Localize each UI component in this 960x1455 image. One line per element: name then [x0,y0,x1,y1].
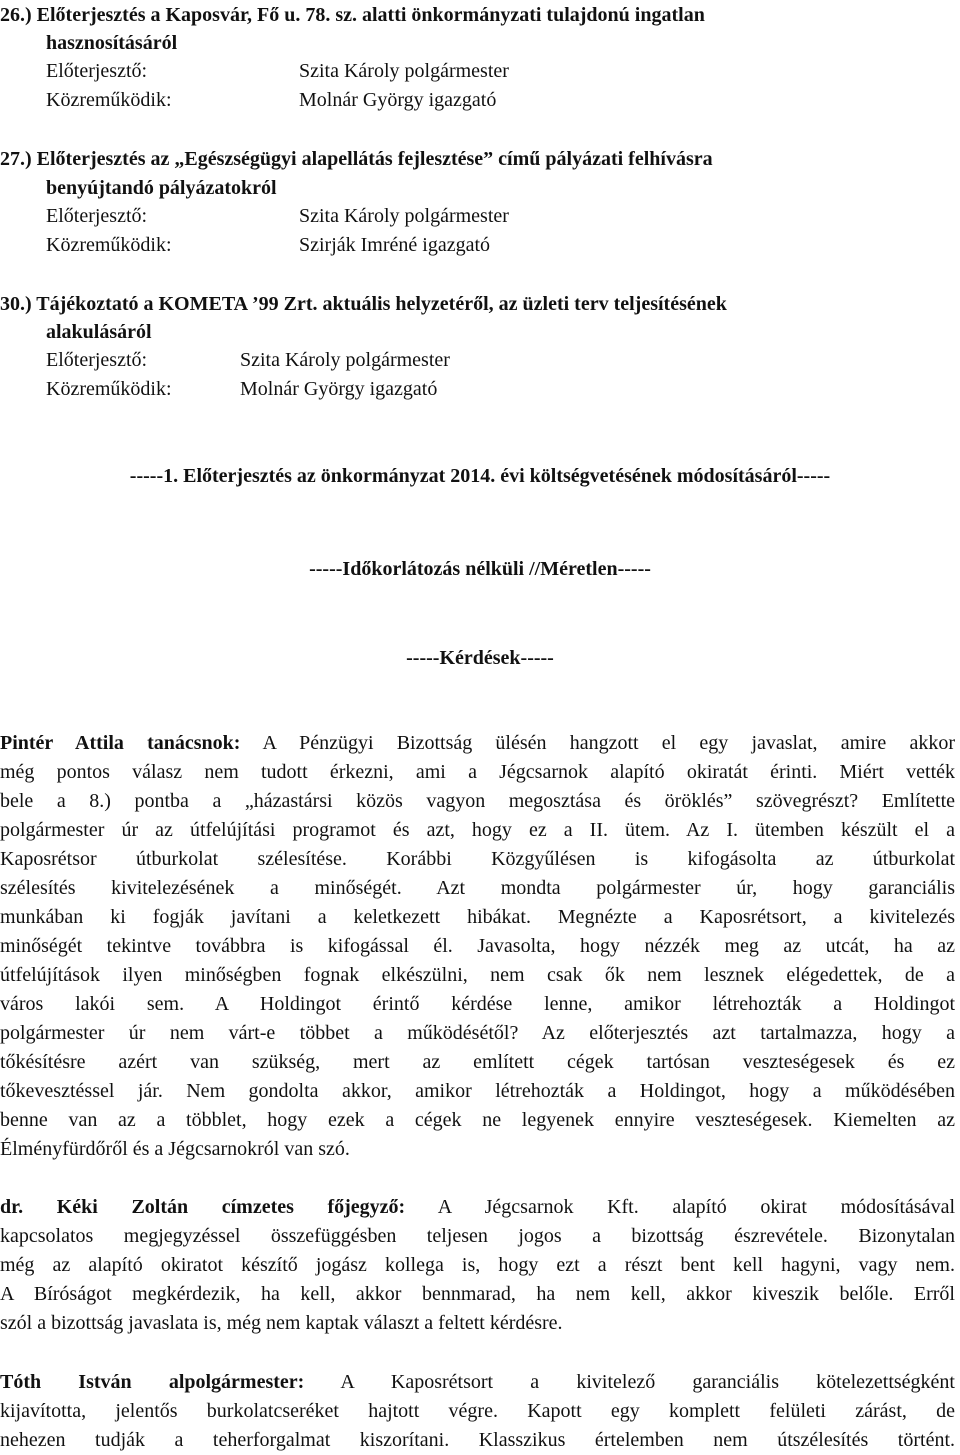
speech-line: még pontos válasz nem tudott érkezni, ami a Jégcsarnok alapító okiratát érinti. Miért vették [0,761,955,783]
section-heading: -----1. Előterjesztés az önkormányzat 2014. évi költségvetésének módosításáról----- [129,465,831,487]
agenda-title-30-cont: alakulásáról [46,321,152,343]
speech-line: polgármester úr nem várt-e többet a működésétől? Az előterjesztés azt tartalmazza, hogy a [0,1022,955,1044]
speaker-name: dr. Kéki Zoltán címzetes főjegyző: [0,1196,406,1218]
speech-line: szól a bizottság javaslata is, még nem kaptak választ a feltett kérdésre. [0,1312,563,1334]
presenter-label: Előterjesztő: [46,60,148,82]
agenda-title-26: 26.) Előterjesztés a Kaposvár, Fő u. 78. sz. alatti önkormányzati tulajdonú ingatlan [0,4,705,26]
speech-line: Kaposrétsor útburkolat szélesítése. Korábbi Közgyűlésen is kifogásolta az útburkolat [0,848,955,870]
time-limit-heading: -----Időkorlátozás nélküli //Méretlen----- [309,558,651,580]
speech-line: A Bíróságot megkérdezik, ha kell, akkor bennmarad, ha nem kell, akkor kiveszik belőle. Erről [0,1283,955,1305]
agenda-title-27-cont: benyújtandó pályázatokról [46,177,277,199]
speech-line: kapcsolatos megjegyzéssel összefüggésben teljesen jogos a bizottság észrevétele. Bizonytalan [0,1225,955,1247]
agenda-title-27: 27.) Előterjesztés az „Egészségügyi alapellátás fejlesztése” című pályázati felhívásra [0,148,713,170]
agenda-title-30: 30.) Tájékoztató a KOMETA ’99 Zrt. aktuális helyzetéről, az üzleti terv teljesítésének [0,293,727,315]
speech-line: nehezen tudják a teherforgalmat kiszorítani. Klasszikus értelemben nem útszélesítés történt. [0,1429,955,1451]
presenter-label: Előterjesztő: [46,349,148,371]
contributor-label: Közreműködik: [46,378,172,400]
speech-line: tőkésítésre azért van szükség, mert az említett cégek tartósan veszteségesek és ez [0,1051,955,1073]
speech-line: Pintér Attila tanácsnok: A Pénzügyi Bizottság ülésén hangzott el egy javaslat, amire akkor [0,732,955,754]
agenda-title-26-cont: hasznosításáról [46,32,178,54]
speech-line: bele a 8.) pontba a „házastársi közös vagyon megosztása és öröklés” szövegrészt? Említette [0,790,955,812]
contributor-name: Molnár György igazgató [240,378,438,400]
speech-line: még az alapító okiratot készítő jogász kollega is, hogy ezt a részt bent kell hagyni, vagy nem. [0,1254,955,1276]
contributor-name: Molnár György igazgató [299,89,497,111]
contributor-label: Közreműködik: [46,234,172,256]
speech-line: minőségét tekintve továbbra is kifogással él. Javasolta, hogy nézzék meg az utcát, ha az [0,935,955,957]
presenter-name: Szita Károly polgármester [299,60,509,82]
presenter-name: Szita Károly polgármester [240,349,450,371]
speech-line: város lakói sem. A Holdingot érintő kérdése lenne, amikor létrehozták a Holdingot [0,993,955,1015]
presenter-label: Előterjesztő: [46,205,148,227]
speaker-name: Pintér Attila tanácsnok: [0,732,241,754]
presenter-name: Szita Károly polgármester [299,205,509,227]
contributor-name: Szirják Imréné igazgató [299,234,491,256]
speech-line: Élményfürdőről és a Jégcsarnokról van szó. [0,1138,350,1160]
contributor-label: Közreműködik: [46,89,172,111]
speech-line: munkában ki fogják javítani a keletkezett hibákat. Megnézte a Kaposrétsort, a kivitelezés [0,906,955,928]
speech-line: kijavította, jelentős burkolatcseréket hajtott végre. Kapott egy komplett felületi zárást, de [0,1400,955,1422]
speech-line: Tóth István alpolgármester: A Kaposrétsort a kivitelező garanciális kötelezettségként [0,1371,955,1393]
speech-line: dr. Kéki Zoltán címzetes főjegyző: A Jégcsarnok Kft. alapító okirat módosításával [0,1196,955,1218]
speech-line: szélesítés kivitelezésének a minőségét. Azt mondta polgármester úr, hogy garanciális [0,877,955,899]
questions-heading: -----Kérdések----- [406,647,554,669]
speech-line: benne van az a többlet, hogy ezek a cégek ne legyenek ennyire veszteségesek. Kiemelten az [0,1109,955,1131]
speech-line: polgármester úr az útfelújítási programot és azt, hogy ez a II. ütem. Az I. ütemben készült el a [0,819,955,841]
speech-line: útfelújítások ilyen minőségben fognak elkészülni, nem csak ők nem lesznek elégedettek, de a [0,964,955,986]
speech-line: tőkevesztéssel jár. Nem gondolta akkor, amikor létrehozták a Holdingot, hogy a működésében [0,1080,955,1102]
speaker-name: Tóth István alpolgármester: [0,1371,305,1393]
